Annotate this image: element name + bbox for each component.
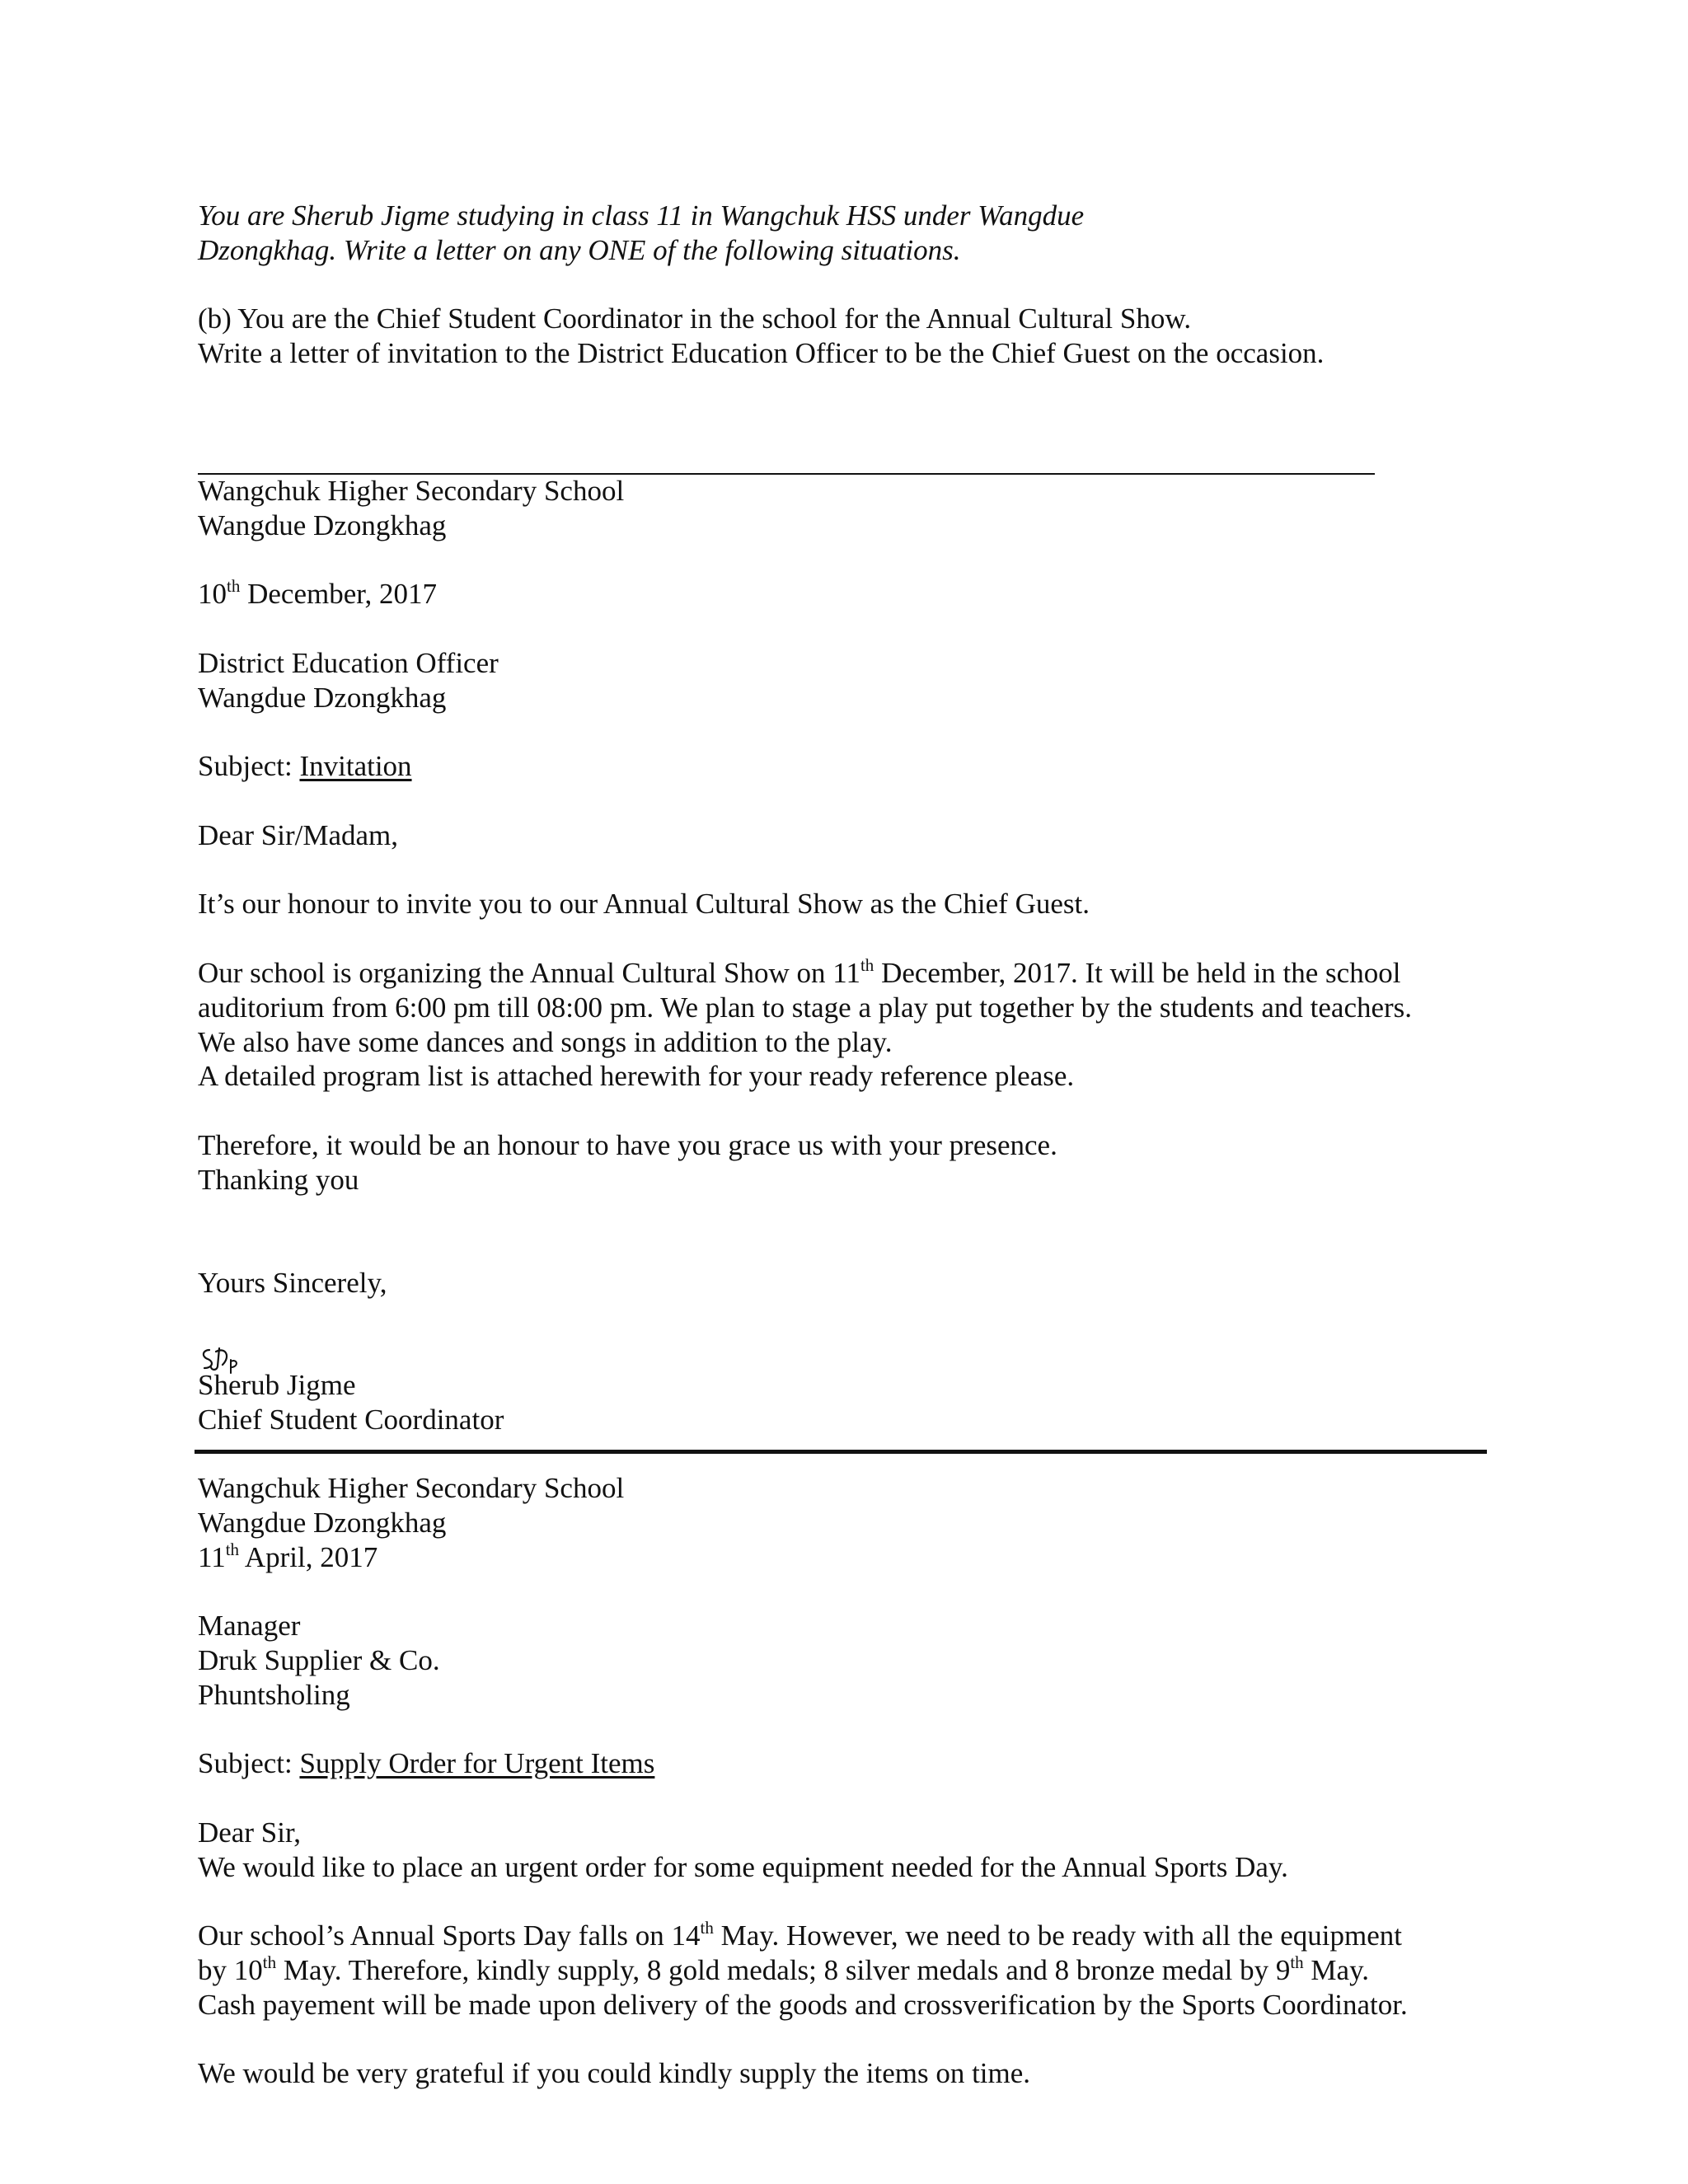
- text-segment: May. Therefore, kindly supply, 8 gold medals; 8 silver medals and 8 bronze medal by 9: [276, 1954, 1291, 1986]
- superscript: th: [700, 1918, 714, 1938]
- letter2-date-day: 11: [198, 1541, 226, 1573]
- superscript: th: [860, 955, 874, 975]
- letter2-recipient-line-3: Phuntsholing: [198, 1679, 350, 1711]
- letter2-recipient-line-2: Druk Supplier & Co.: [198, 1644, 440, 1676]
- superscript: th: [1290, 1952, 1304, 1972]
- prompt-line-2: Dzongkhag. Write a letter on any ONE of the following situations.: [198, 234, 961, 266]
- letter1-date-rest: December, 2017: [240, 578, 437, 610]
- letter-divider-rule: [195, 1450, 1487, 1454]
- letter1-paragraph-1: It’s our honour to invite you to our Annual Cultural Show as the Chief Guest.: [198, 888, 1090, 920]
- question-b-line-1: (b) You are the Chief Student Coordinator in the school for the Annual Cultural Show.: [198, 302, 1192, 335]
- letter1-salutation: Dear Sir/Madam,: [198, 819, 398, 851]
- letter1-sign-name: Sherub Jigme: [198, 1369, 356, 1401]
- text-segment: December, 2017. It will be held in the school: [874, 957, 1401, 989]
- text-segment: May.: [1303, 1954, 1370, 1986]
- letter1-paragraph-2-line-4: A detailed program list is attached herewith for your ready reference please.: [198, 1060, 1075, 1092]
- letter1-paragraph-2-line-2: auditorium from 6:00 pm till 08:00 pm. We plan to stage a play put together by the students and teachers.: [198, 991, 1413, 1024]
- superscript: th: [262, 1952, 277, 1972]
- letter2-subject: [198, 1746, 654, 1781]
- letter1-paragraph-2-line-3: We also have some dances and songs in addition to the play.: [198, 1026, 893, 1058]
- letter2-date-suffix: th: [225, 1540, 240, 1559]
- letter1-subject-text: Invitation: [299, 750, 412, 782]
- text-segment: Our school’s Annual Sports Day falls on 14: [198, 1919, 701, 1952]
- letter2-paragraph-1: We would like to place an urgent order for some equipment needed for the Annual Sports Day.: [198, 1851, 1288, 1883]
- letter2-paragraph-3: We would be very grateful if you could kindly supply the items on time.: [198, 2057, 1031, 2089]
- letter1-closing: Yours Sincerely,: [198, 1267, 387, 1299]
- letter1-date-day: 10: [198, 578, 227, 610]
- letter1-date: [198, 577, 437, 612]
- letter2-subject-label: Subject:: [198, 1747, 300, 1779]
- question-b-line-2: Write a letter of invitation to the District Education Officer to be the Chief Guest on the occasion.: [198, 337, 1325, 369]
- letter2-sender-line-2: Wangdue Dzongkhag: [198, 1507, 447, 1539]
- letter1-sign-title: Chief Student Coordinator: [198, 1404, 504, 1436]
- letter1-paragraph-3-line-2: Thanking you: [198, 1164, 359, 1196]
- text-segment: May. However, we need to be ready with all the equipment: [713, 1919, 1402, 1952]
- prompt-line-1: You are Sherub Jigme studying in class 11 in Wangchuk HSS under Wangdue: [198, 199, 1085, 232]
- letter1-subject-label: Subject:: [198, 750, 300, 782]
- letter1-paragraph-2-line-1: [198, 956, 1400, 991]
- letter2-date-rest: April, 2017: [239, 1541, 378, 1573]
- text-segment: Our school is organizing the Annual Cultural Show on 11: [198, 957, 860, 989]
- letter1-sender-line-1: Wangchuk Higher Secondary School: [198, 475, 625, 507]
- text-segment: by 10: [198, 1954, 263, 1986]
- letter1-recipient-line-2: Wangdue Dzongkhag: [198, 682, 447, 714]
- letter2-paragraph-2-line-1: [198, 1919, 1402, 1953]
- letter2-date: [198, 1540, 377, 1575]
- letter2-salutation: Dear Sir,: [198, 1816, 301, 1849]
- letter1-sender-line-2: Wangdue Dzongkhag: [198, 509, 447, 541]
- letter2-paragraph-2-line-3: Cash payement will be made upon delivery of the goods and crossverification by the Sports Coordinator.: [198, 1989, 1408, 2021]
- letter2-sender-line-1: Wangchuk Higher Secondary School: [198, 1472, 625, 1504]
- letter1-date-suffix: th: [227, 576, 241, 596]
- letter1-paragraph-3-line-1: Therefore, it would be an honour to have you grace us with your presence.: [198, 1129, 1057, 1161]
- letter2-paragraph-2-line-2: [198, 1953, 1369, 1988]
- letter2-subject-text: Supply Order for Urgent Items: [299, 1747, 655, 1779]
- letter2-recipient-line-1: Manager: [198, 1610, 301, 1642]
- letter1-recipient-line-1: District Education Officer: [198, 647, 499, 679]
- letter1-subject: [198, 749, 412, 784]
